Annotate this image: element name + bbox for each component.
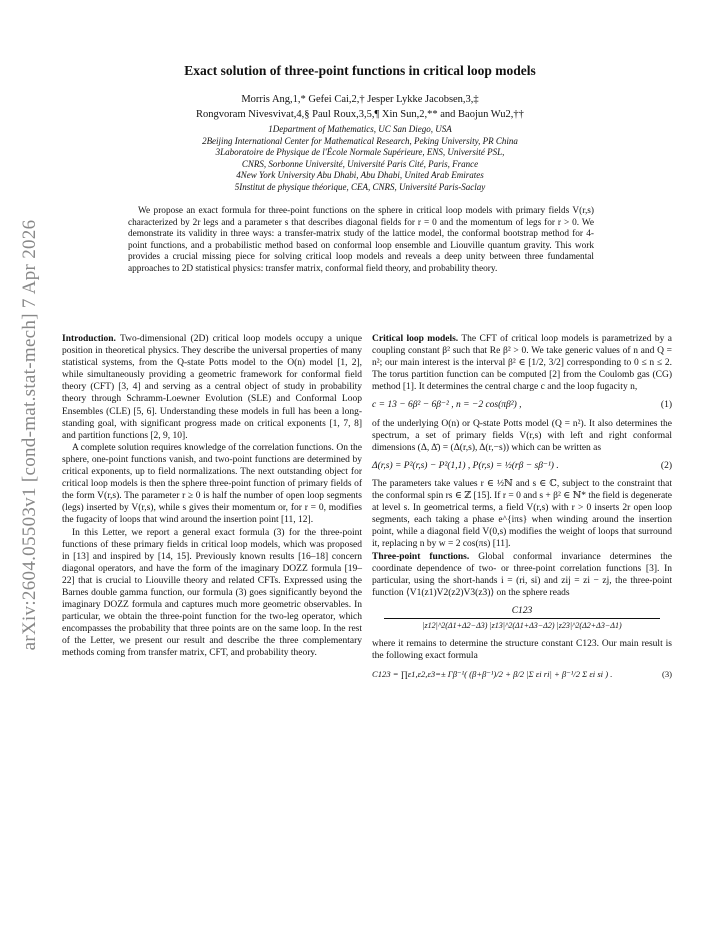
equation-2: Δ(r,s) = P²(r,s) − P²(1,1) , P(r,s) = ½(rβ − sβ⁻¹) . (2) <box>372 460 672 471</box>
affiliation-1: 1Department of Mathematics, UC San Diego, USA <box>268 124 452 134</box>
authors-line-2: Rongvoram Nivesvivat,4,§ Paul Roux,3,5,¶ Xin Sun,2,** and Baojun Wu2,†† <box>196 109 524 120</box>
affiliation-4: 4New York University Abu Dhabi, Abu Dhabi, United Arab Emirates <box>236 170 484 181</box>
affiliation-2: 2Beijing International Center for Mathematical Research, Peking University, PR China <box>202 135 518 146</box>
intro-paragraph-3: In this Letter, we report a general exact formula (3) for the three-point functions of these primary fields in critical loop models, which was proposed in [13] and inspired by [14, 15]. Previously known results [16–18] concern diagonal operators, and have the form of the imaginary DOZZ formula [19–22] that is crucial to Liouville theory and related CFTs. Expressed using the Barnes double gamma function, our formula (3) goes significantly beyond the imaginary DOZZ formula and captures much more geometric observables. In particular, we obtain the three-point function for the two-leg operator, which encompasses the probability that three points are on the same loop. In the rest of the Letter, we present our result and describe the three complementary methods coming from transfer matrix, CFT, and probability theory. <box>62 527 362 659</box>
loop-models-paragraph-1: Critical loop models. The CFT of critical loop models is parametrized by a coupling constant β² such that Re β² > 0. We take generic values of n and Q = n²; our main interest is the interval β² ∈ [1/2, 3/2] corresponding to 0 ≤ n ≤ 2. The torus partition function can be computed [2] from the Coulomb gas (CG) method [1]. It determines the central charge c and the loop fugacity n, <box>372 334 672 393</box>
intro-paragraph-1: Introduction. Two-dimensional (2D) critical loop models occupy a unique position in theoretical physics. They describe the universal properties of many statistical systems, from the Q-state Potts model to the O(n) model [1, 2], while simultaneously providing a geometric framework for conformal field theory (CFT) [3, 4] and serving as a central object of study in probability theory through Schramm-Loewner Evolution (SLE) and Conformal Loop Ensembles (CLE) [5, 6]. Understanding these models in full has been a long-standing goal, with significant progress made on critical exponents [1, 7, 8] and partition functions [2, 9, 10]. <box>62 334 362 441</box>
intro-paragraph-2: A complete solution requires knowledge of the correlation functions. On the sphere, one-point functions vanish, and two-point functions are determined by critical exponents, up to field normalizations. The next outstanding object for critical loop models is then the sphere three-point function of primary fields of the form V(r,s). The parameter r ≥ 0 is half the number of open loop segments (legs) inserted by V(r,s), while s gives their momentum or, for r = 0, modifies the fugacity of loops that wind around the insertion point [11, 12]. <box>62 442 362 526</box>
three-point-paragraph-1: Three-point functions. Global conformal invariance determines the coordinate dependence of two- or three-point correlation functions [3]. In particular, using the short-hands i = (ri, si) and zij = zi − zj, the three-point function ⟨V1(z1)V2(z2)V3(z3)⟩ on the sphere reads <box>372 551 672 598</box>
loop-models-paragraph-3: The parameters take values r ∈ ½ℕ and s ∈ ℂ, subject to the constraint that the conformal spin rs ∈ ℤ [15]. If r = 0 and s + β² ∈ ℕ* the field is degenerate at level s. In geometrical terms, a field V(r,s) with r > 0 inserts 2r open loop segments, each taking a phase e^{iπs} when winding around the insertion point, while a diagonal field V(0,s) modifies the weight of loops that surround it, replacing n by w = 2 cos(πs) [11]. <box>372 478 673 550</box>
intro-heading: Introduction. <box>62 334 116 344</box>
authors-line-1: Morris Ang,1,* Gefei Cai,2,† Jesper Lykke Jacobsen,3,‡ <box>241 94 479 105</box>
affiliation-3b: CNRS, Sorbonne Université, Université Paris Cité, Paris, France <box>241 158 479 169</box>
equation-3: C123 = ∏ε1,ε2,ε3=± Γβ⁻¹( (β+β⁻¹)/2 + β/2 |Σ εi ri| + β⁻¹/2 Σ εi si ) . (3) <box>372 669 672 680</box>
arxiv-sidebar <box>8 200 52 670</box>
equation-1-number: (1) <box>660 400 672 411</box>
equation-3-number: (3) <box>661 669 672 680</box>
affiliation-5: 5Institut de physique théorique, CEA, CNRS, Université Paris-Saclay <box>234 181 486 192</box>
affiliation-3a: 3Laboratoire de Physique de l'École Normale Supérieure, ENS, Université PSL, <box>215 147 505 158</box>
fraction-numerator: C123 <box>511 605 533 616</box>
three-point-paragraph-2: where it remains to determine the structure constant C123. Our main result is the following exact formula <box>372 639 672 662</box>
fraction-denominator: |z12|^2(Δ1+Δ2−Δ3) |z13|^2(Δ1+Δ3−Δ2) |z23|^2(Δ2+Δ3−Δ1) <box>422 620 622 630</box>
fraction-bar <box>384 618 660 619</box>
three-point-function-formula <box>372 605 672 632</box>
loop-models-heading: Critical loop models. <box>372 334 459 344</box>
three-point-heading: Three-point functions. <box>372 551 470 562</box>
loop-models-paragraph-2: of the underlying O(n) or Q-state Potts model (Q = n²). It also determines the spectrum, a set of primary fields V(r,s) with left and right conformal dimensions (Δ, Δ̄) = (Δ(r,s), Δ(r,−s)) which can be written as <box>372 418 672 453</box>
arxiv-stamp: arXiv:2604.05503v1 [cond-mat.stat-mech] 7 Apr 2026 <box>19 219 40 651</box>
affiliations <box>80 124 640 194</box>
right-column <box>372 333 672 686</box>
author-list <box>80 92 640 122</box>
paper-title: Exact solution of three-point functions in critical loop models <box>184 63 536 78</box>
abstract: We propose an exact formula for three-point functions on the sphere in critical loop models with primary fields V(r,s) characterized by 2r legs and a parameter s that describes diagonal fields for r = 0 and the momentum of legs for r > 0. We demonstrate its validity in three ways: a transfer-matrix study of the lattice model, the conformal bootstrap method for 4-point functions, and a probabilistic method based on conformal loop ensemble and Liouville quantum gravity. This work provides a crucial missing piece for solving critical loop models and reveals a deep unity between three fundamental approaches to 2D statistical physics: transfer matrix, conformal field theory, and probability theory. <box>128 206 594 274</box>
equation-2-number: (2) <box>660 460 672 471</box>
left-column <box>62 333 362 660</box>
equation-1: c = 13 − 6β² − 6β⁻² , n = −2 cos(πβ²) , (1) <box>372 400 672 411</box>
